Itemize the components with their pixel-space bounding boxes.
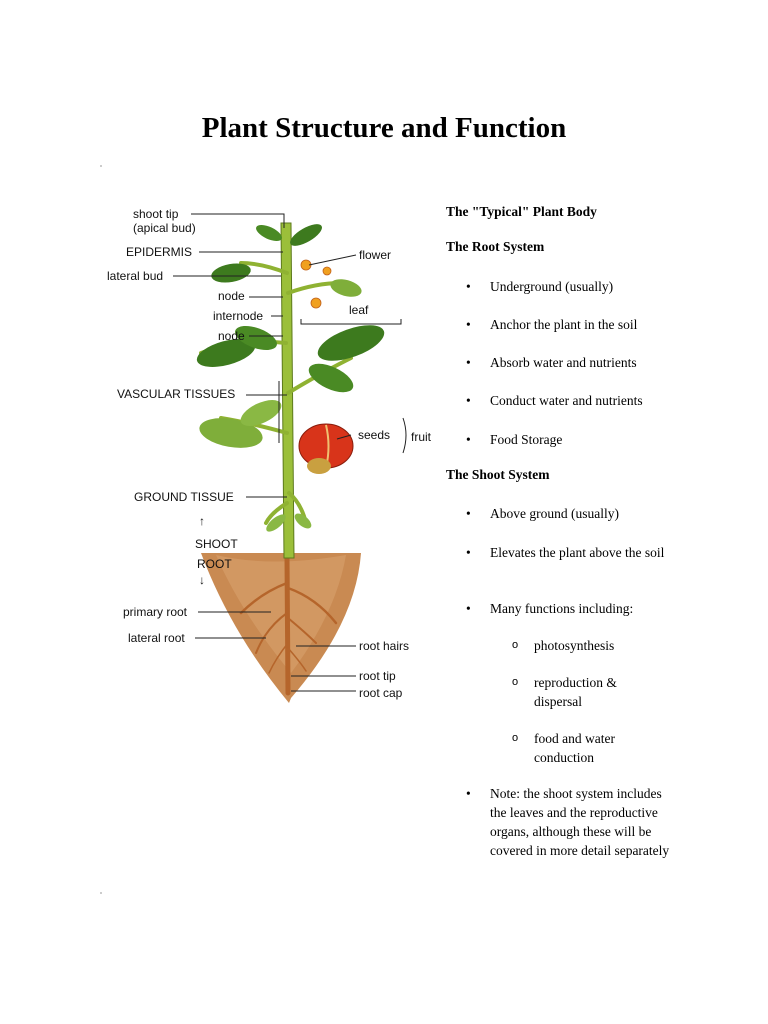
label-primary-root: primary root [123,605,188,619]
sub-bullet-icon: o [512,676,519,688]
label-seeds: seeds [358,428,391,442]
bullet-icon: • [466,601,471,616]
bullet-icon: • [466,786,471,801]
plant-diagram-svg [91,203,444,711]
label-fruit: fruit [411,430,432,444]
bullet-icon: • [466,279,471,294]
bullet-icon: • [466,506,471,521]
sub-bullet-icon: o [512,732,519,744]
page-mark [100,892,102,894]
label-leaf: leaf [349,303,369,317]
plant-diagram [91,203,444,711]
bullet-icon: • [466,355,471,370]
list-item-text: Anchor the plant in the soil [490,317,638,332]
label-node-top: node [218,289,245,303]
list-item-text: Food Storage [490,432,563,447]
bullet-icon: • [466,545,471,560]
label-flower: flower [359,248,392,262]
root-system-heading: The Root System [446,239,545,254]
list-item-text: Absorb water and nutrients [490,355,637,370]
label-root-hairs: root hairs [359,639,410,653]
arrow-up: ↑ [199,514,205,528]
list-item-text: Elevates the plant above the soil [490,545,665,560]
label-node-bottom: node [218,329,245,343]
label-lateral-root: lateral root [128,631,185,645]
sub-list-item-text: food and water conduction [534,731,615,765]
shoot-system-heading: The Shoot System [446,467,550,482]
bullet-icon: • [466,317,471,332]
list-item-text: Many functions including: [490,601,634,616]
bullet-icon: • [466,432,471,447]
sub-list-item-text: photosynthesis [534,638,615,653]
list-item-text: Conduct water and nutrients [490,393,643,408]
label-ground-tissue: GROUND TISSUE [134,490,234,504]
label-root-tip: root tip [359,669,396,683]
label-epidermis: EPIDERMIS [126,245,193,259]
fruit [299,424,353,474]
bullet-icon: • [466,393,471,408]
list-item-text: Underground (usually) [490,279,614,294]
label-shoot-tip: shoot tip [133,207,179,221]
page-mark [100,165,102,167]
list-item-text: Above ground (usually) [490,506,619,521]
label-root: ROOT [197,557,232,571]
sub-list-item-text: reproduction & dispersal [534,675,617,709]
page-title: Plant Structure and Function [201,112,567,144]
label-vascular-tissues: VASCULAR TISSUES [117,387,236,401]
label-apical-bud: (apical bud) [133,221,196,235]
note-text: Note: the shoot system includes the leaves and the reproductive organs, although these will be covered in more detail separately [490,786,670,858]
label-root-cap: root cap [359,686,403,700]
label-lateral-bud: lateral bud [107,269,164,283]
sub-bullet-icon: o [512,639,519,651]
typical-plant-heading: The "Typical" Plant Body [446,204,597,219]
label-internode: internode [213,309,264,323]
label-shoot: SHOOT [195,537,238,551]
arrow-down: ↓ [199,573,205,587]
